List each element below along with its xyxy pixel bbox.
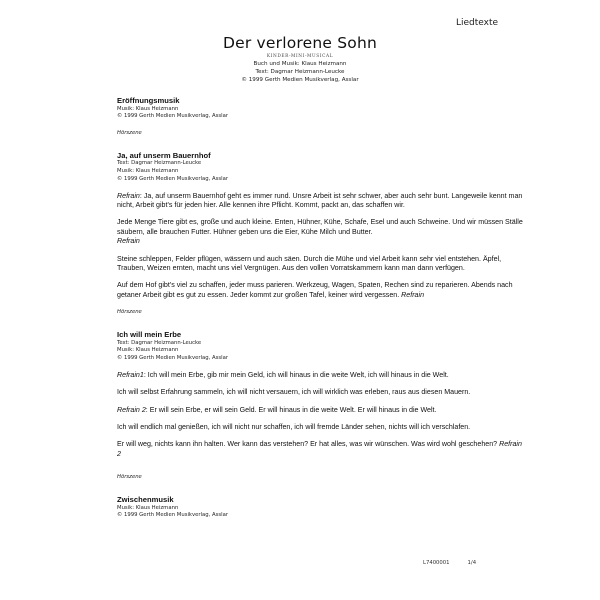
section-meta: Musik: Klaus Heizmann xyxy=(117,504,179,511)
document-header xyxy=(150,34,450,85)
page-number: 1/4 xyxy=(467,560,477,566)
section-meta: © 1999 Gerth Medien Musikverlag, Asslar xyxy=(117,355,229,362)
section-meta: Musik: Klaus Heizmann xyxy=(117,347,179,354)
credit-line: Text: Dagmar Heizmann-Leucke xyxy=(255,69,345,76)
lyrics-paragraph: Refrain1: Ich will mein Erbe, gib mir mein Geld, ich will hinaus in die weite Welt, ich will hinaus in die Welt. xyxy=(117,370,449,379)
lyrics-paragraph: Jede Menge Tiere gibt es, große und auch kleine. Enten, Hühner, Kühe, Schafe, Esel und auch Schweine. Und wir müssen Ställe säubern, alle brauchen Futter. Hühner geben uns die Eier, Kühe Milch und Butter. Refrain xyxy=(117,218,523,246)
lyrics-paragraph: Auf dem Hof gibt's viel zu schaffen, jeder muss parieren. Werkzeug, Wagen, Spaten, Rechen sind zu reparieren. Abends nach getaner Arbeit gibt es gut zu essen. Jeder kommt zur großen Tafel, keiner wird vergessen. Refrain xyxy=(117,281,513,299)
section-bauernhof xyxy=(117,151,527,300)
refrain-label: Refrain xyxy=(401,290,425,299)
refrain-label: Refrain xyxy=(117,191,140,200)
section-meta: Text: Dagmar Heizmann-Leucke xyxy=(117,160,202,167)
section-erbe xyxy=(117,330,527,459)
refrain-label: Refrain 2 xyxy=(117,405,146,414)
section-eroeffnungsmusik xyxy=(117,96,527,121)
section-title: Eröffnungsmusik xyxy=(117,96,180,105)
lyrics-paragraph: Ich will endlich mal genießen, ich will nicht nur schaffen, ich will fremde Länder sehen, nichts will ich verschlafen. xyxy=(117,423,471,431)
credit-line: Buch und Musik: Klaus Heizmann xyxy=(253,61,347,67)
section-meta: © 1999 Gerth Medien Musikverlag, Asslar xyxy=(117,113,229,120)
section-meta: © 1999 Gerth Medien Musikverlag, Asslar xyxy=(117,175,229,182)
section-title: Zwischenmusik xyxy=(117,495,174,505)
musical-subtitle: KINDER-MINI-MUSICAL xyxy=(266,54,334,59)
credit-line: © 1999 Gerth Medien Musikverlag, Asslar xyxy=(241,77,359,84)
lyrics-paragraph: Steine schleppen, Felder pflügen, wässern und auch säen. Durch die Mühe und viel Arbeit kann sehr viel entstehen. Äpfel, Trauben, Weizen ernten, macht uns viel Vergnügen. Aus den vollen Vorratskammern kann man dann verfügen. xyxy=(117,254,502,272)
section-meta: Text: Dagmar Heizmann-Leucke xyxy=(117,339,202,346)
hoerszene-label: Hörszene xyxy=(117,474,142,481)
musical-title: Der verlorene Sohn xyxy=(222,34,378,52)
page-label: Liedtexte xyxy=(456,18,499,28)
lyrics-paragraph: Refrain: Ja, auf unserm Bauernhof geht es immer rund. Unsre Arbeit ist sehr schwer, aber auch sehr bunt. Langeweile kennt man nicht, Arbeit gibt's für jeden hier. Alle kennen ihre Pflicht. Kommt, packt an, das schaffen wir. xyxy=(117,191,523,209)
section-meta: Musik: Klaus Heizmann xyxy=(117,168,179,175)
lyrics-paragraph: Er will weg, nichts kann ihn halten. Wer kann das verstehen? Er hat alles, was wir wünschen. Was wird wohl geschehen? Refrain 2 xyxy=(117,440,522,458)
refrain-label: Refrain 2 xyxy=(117,440,522,458)
section-title: Ja, auf unserm Bauernhof xyxy=(117,150,211,160)
hoerszene-label: Hörszene xyxy=(117,129,142,136)
document-code: L7400001 xyxy=(423,560,450,566)
refrain-label: Refrain1 xyxy=(117,370,144,379)
lyrics-paragraph: Refrain 2: Er will sein Erbe, er will sein Geld. Er will hinaus in die weite Welt. Er will hinaus in die Welt. xyxy=(117,405,437,414)
section-meta: © 1999 Gerth Medien Musikverlag, Asslar xyxy=(117,512,229,519)
hoerszene-label: Hörszene xyxy=(117,309,142,316)
page-footer xyxy=(423,560,476,566)
section-zwischenmusik xyxy=(117,495,527,520)
section-meta: Musik: Klaus Heizmann xyxy=(117,105,179,112)
document-body xyxy=(117,96,527,520)
section-title: Ich will mein Erbe xyxy=(117,330,182,340)
refrain-label: Refrain xyxy=(117,237,140,246)
lyrics-paragraph: Ich will selbst Erfahrung sammeln, ich will nicht versauern, ich will wirklich was erleben, raus aus diesen Mauern. xyxy=(117,388,471,397)
